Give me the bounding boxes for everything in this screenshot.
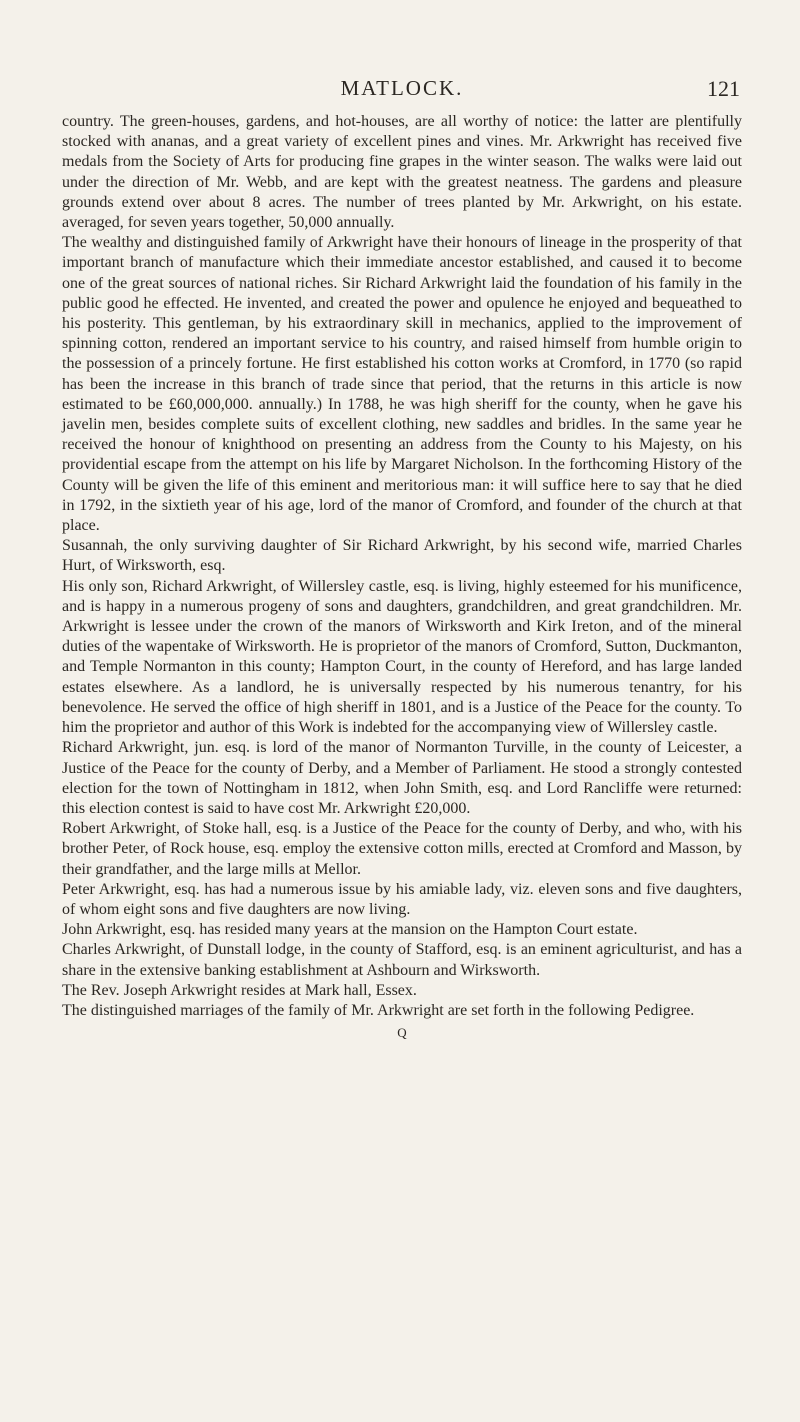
paragraph-pedigree: The distinguished marriages of the family of Mr. Arkwright are set forth in the following Pedigree. [62, 1001, 695, 1019]
page-number: 121 [707, 76, 740, 101]
paragraph-richard-jun: Richard Arkwright, jun. esq. is lord of the manor of Normanton Turville, in the county of Leicester, a Justice of the Peace for the county of Derby, and a Member of Parliament. He stood a strongly contested election for the town of Nottingham in 1812, when John Smith, esq. and Lord Rancliffe were returned: this election contest is said to have cost Mr. Arkwright £20,000. [62, 739, 742, 817]
paragraph-john: John Arkwright, esq. has resided many years at the mansion on the Hampton Court estate. [62, 921, 638, 939]
running-title: MATLOCK. [340, 76, 464, 100]
page-header [62, 76, 742, 106]
paragraph-joseph: The Rev. Joseph Arkwright resides at Mark hall, Essex. [62, 981, 417, 999]
paragraph-gardens: country. The green-houses, gardens, and hot-houses, are all worthy of notice: the latter are plentifully stocked with ananas, and a great variety of excellent pines and vines. Mr. Arkwright has received five medals from the Society of Arts for producing fine grapes in the winter season. The walks were laid out under the direction of Mr. Webb, and are kept with the greatest neatness. The gardens and pleasure grounds extend over about 8 acres. The number of trees planted by Mr. Arkwright, on his estate. averaged, for seven years together, 50,000 annually. [62, 113, 742, 232]
page-body [62, 112, 742, 1021]
signature-mark: Q [397, 1025, 407, 1041]
paragraph-robert: Robert Arkwright, of Stoke hall, esq. is a Justice of the Peace for the county of Derby, and who, with his brother Peter, of Rock house, esq. employ the extensive cotton mills, erected at Cromford and Masson, by their grandfather, and the large mills at Mellor. [62, 820, 742, 878]
paragraph-charles: Charles Arkwright, of Dunstall lodge, in the county of Stafford, esq. is an eminent agriculturist, and has a share in the extensive banking establishment at Ashbourn and Wirksworth. [62, 941, 742, 979]
paragraph-family-history: The wealthy and distinguished family of Arkwright have their honours of lineage in the prosperity of that important branch of manufacture which their immediate ancestor established, and caused it to become one of the great sources of national riches. Sir Richard Arkwright laid the foundation of his family in the public good he effected. He invented, and created the power and opulence he enjoyed and bequeathed to his posterity. This gentleman, by his extraordinary skill in mechanics, applied to the improvement of spinning cotton, rendered an important service to his country, and raised himself from humble origin to the possession of a princely fortune. He first established his cotton works at Cromford, in 1770 (so rapid has been the increase in this branch of trade since that period, that the returns in this article is now estimated to be £60,000,000. annually.) In 1788, he was high sheriff for the county, when he gave his javelin men, besides complete suits of excellent clothing, new saddles and bridles. In the same year he received the honour of knighthood on presenting an address from the County to his Majesty, on his providential escape from the attempt on his life by Margaret Nicholson. In the forthcoming History of the County will be given the life of this eminent and meritorious man: it will suffice here to say that he died in 1792, in the sixtieth year of his age, lord of the manor of Cromford, and founder of the church at that place. [62, 234, 742, 535]
paragraph-richard-arkwright: His only son, Richard Arkwright, of Willersley castle, esq. is living, highly esteemed for his munificence, and is happy in a numerous progeny of sons and daughters, grandchildren, and great grandchildren. Mr. Arkwright is lessee under the crown of the manors of Wirksworth and Kirk Ireton, and of the mineral duties of the wapentake of Wirksworth. He is proprietor of the manors of Cromford, Sutton, Duckmanton, and Temple Normanton in this county; Hampton Court, in the county of Hereford, and has large landed estates elsewhere. As a landlord, he is universally respected by his numerous tenantry, for his benevolence. He served the office of high sheriff in 1801, and is a Justice of the Peace for the county. To him the proprietor and author of this Work is indebted for the accompanying view of Willersley castle. [62, 577, 742, 737]
paragraph-susannah: Susannah, the only surviving daughter of Sir Richard Arkwright, by his second wife, married Charles Hurt, of Wirksworth, esq. [62, 537, 742, 575]
paragraph-peter: Peter Arkwright, esq. has had a numerous issue by his amiable lady, viz. eleven sons and five daughters, of whom eight sons and five daughters are now living. [62, 880, 742, 918]
